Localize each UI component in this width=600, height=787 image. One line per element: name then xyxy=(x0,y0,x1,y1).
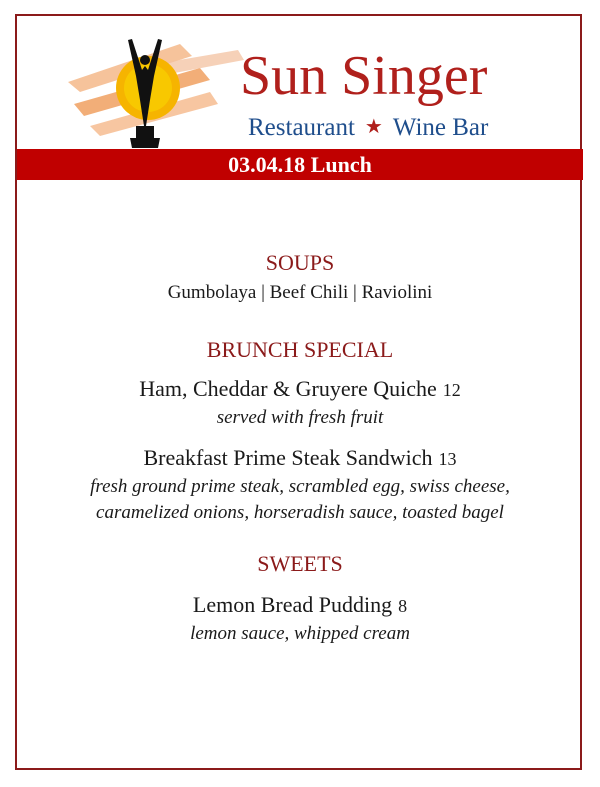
sun-singer-logo xyxy=(60,30,250,148)
menu-content xyxy=(17,180,583,647)
item-name: Lemon Bread Pudding xyxy=(192,592,393,617)
item-price: 13 xyxy=(438,449,457,469)
item-description-line-2: caramelized onions, horseradish sauce, toasted bagel xyxy=(96,502,504,523)
item-name: Breakfast Prime Steak Sandwich xyxy=(143,445,433,470)
menu-item-lemon-pudding xyxy=(17,590,583,621)
item-description-line-1: fresh ground prime steak, scrambled egg, swiss cheese, xyxy=(90,476,510,497)
item-name: Ham, Cheddar & Gruyere Quiche xyxy=(139,376,437,401)
item-price: 12 xyxy=(442,380,461,400)
soups-list: Gumbolaya | Beef Chili | Raviolini xyxy=(167,282,433,303)
item-description: served with fresh fruit xyxy=(216,407,384,428)
menu-item-quiche xyxy=(17,374,583,405)
restaurant-tagline xyxy=(248,112,548,143)
star-icon: ★ xyxy=(364,116,383,138)
section-title-brunch: BRUNCH SPECIAL xyxy=(206,337,394,362)
item-description: lemon sauce, whipped cream xyxy=(190,623,410,644)
tagline-restaurant: Restaurant xyxy=(248,114,355,141)
menu-date-banner: 03.04.18 Lunch xyxy=(17,149,583,180)
section-title-sweets: SWEETS xyxy=(257,551,343,576)
section-title-soups: SOUPS xyxy=(265,250,335,275)
item-price: 8 xyxy=(398,596,408,616)
tagline-wine-bar: Wine Bar xyxy=(392,114,489,141)
menu-item-steak-sandwich xyxy=(17,443,583,474)
restaurant-name: Sun Singer xyxy=(240,45,488,107)
